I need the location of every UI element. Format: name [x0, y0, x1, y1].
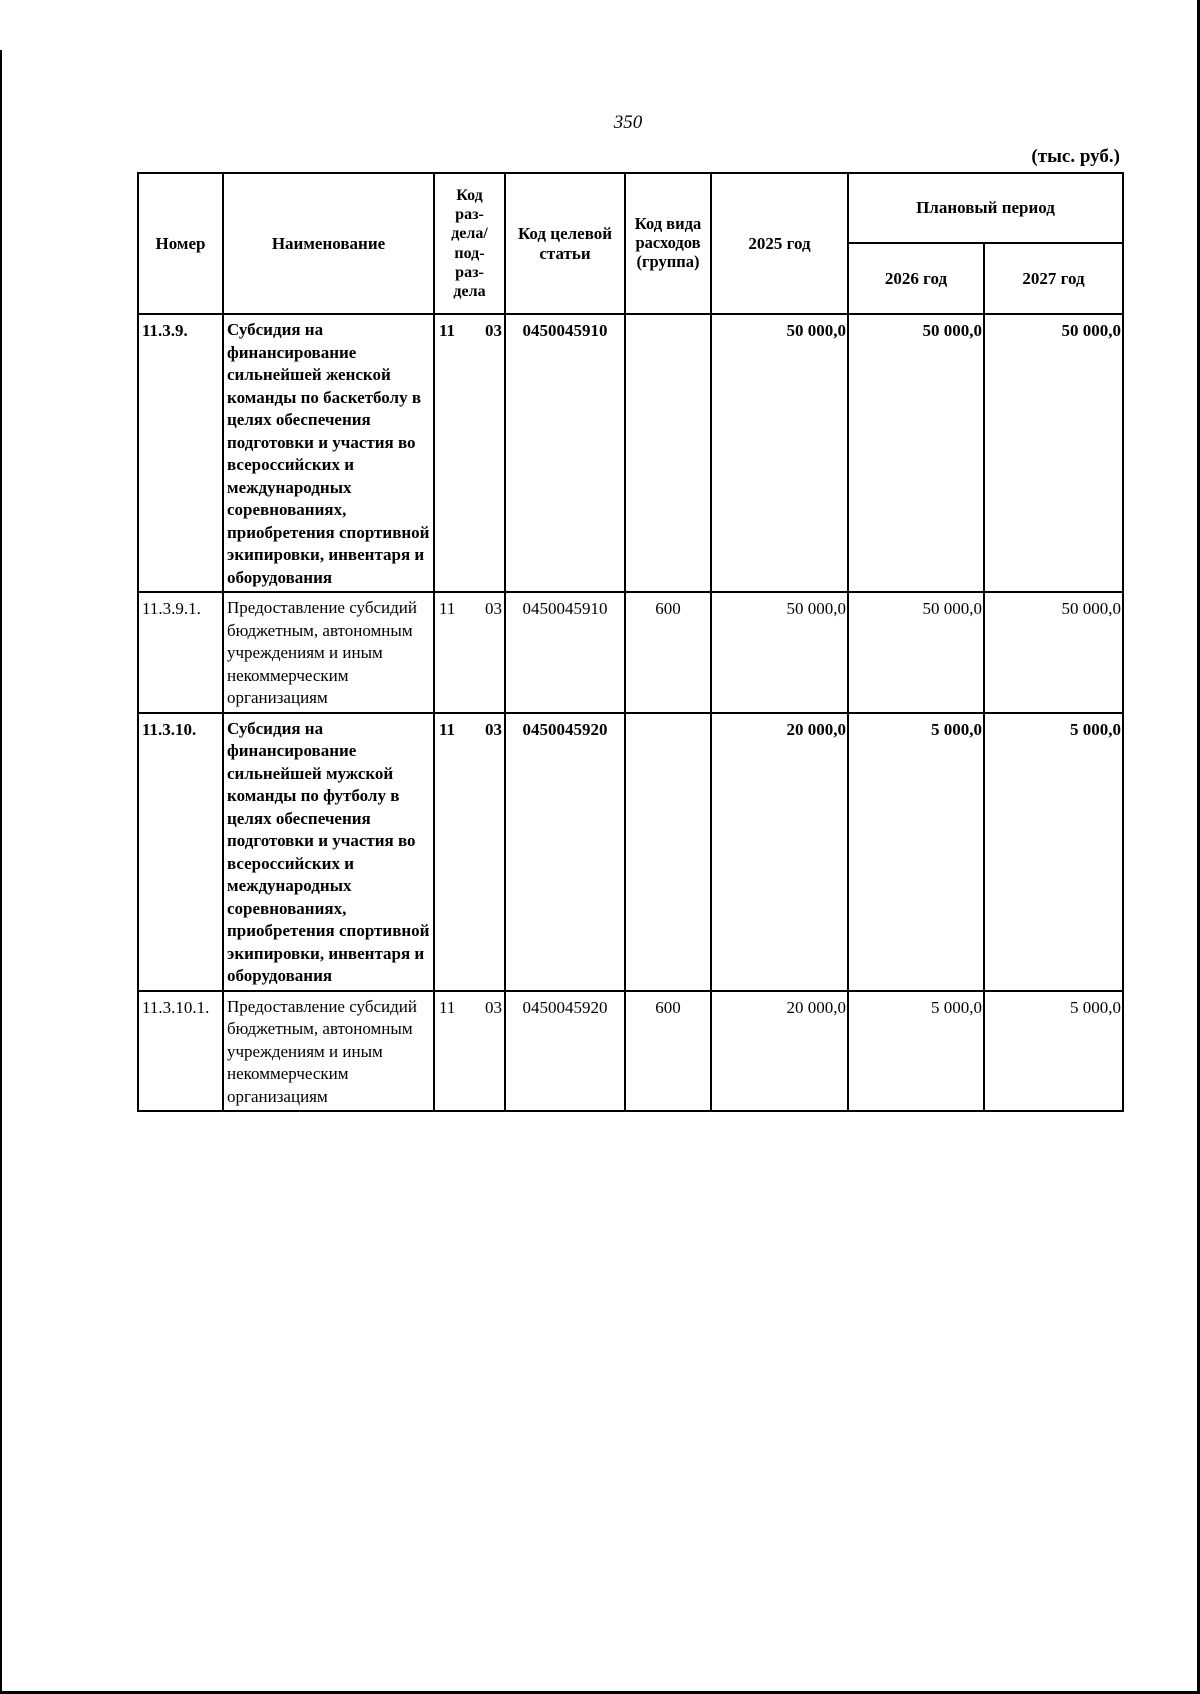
row-number: 11.3.9.1. — [138, 592, 223, 713]
header-number: Номер — [138, 173, 223, 314]
row-subsection: 03 — [485, 719, 502, 739]
row-2026: 50 000,0 — [848, 314, 984, 592]
page-number: 350 — [613, 112, 643, 133]
units-label: (тыс. руб.) — [1031, 146, 1120, 167]
row-expense-type — [625, 314, 711, 592]
header-target — [505, 173, 625, 314]
row-section-cell — [434, 713, 505, 991]
row-section: 11 — [439, 321, 456, 340]
header-section — [434, 173, 505, 314]
row-2027: 5 000,0 — [984, 713, 1123, 991]
row-number: 11.3.10. — [138, 713, 223, 991]
row-2026: 50 000,0 — [848, 592, 984, 713]
header-target-text: Код целевой статьи — [517, 223, 613, 263]
row-number: 11.3.10.1. — [138, 991, 223, 1112]
row-expense-type: 600 — [625, 592, 711, 713]
header-planning-period: Плановый период — [848, 173, 1123, 243]
row-subsection: 03 — [485, 321, 502, 340]
row-section: 11 — [439, 997, 456, 1017]
row-subsection: 03 — [485, 997, 502, 1017]
row-2027: 5 000,0 — [984, 991, 1123, 1112]
row-2025: 50 000,0 — [711, 314, 848, 592]
table-row — [138, 314, 1123, 592]
row-section-cell — [434, 991, 505, 1112]
row-2027: 50 000,0 — [984, 592, 1123, 713]
row-section-cell — [434, 314, 505, 592]
row-target: 0450045920 — [505, 713, 625, 991]
row-number: 11.3.9. — [138, 314, 223, 592]
row-2026: 5 000,0 — [848, 713, 984, 991]
row-expense-type — [625, 713, 711, 991]
header-expense-type-text: Код вида расходов (группа) — [634, 214, 702, 271]
table-row — [138, 991, 1123, 1112]
row-name: Предоставление субсидий бюджетным, автономным учреждениям и иным некоммерческим организациям — [223, 592, 434, 713]
row-subsection: 03 — [485, 599, 502, 618]
header-2026: 2026 год — [848, 243, 984, 314]
row-2025: 20 000,0 — [711, 991, 848, 1112]
row-name: Субсидия на финансирование сильнейшей мужской команды по футболу в целях обеспечения подготовки и участия во всероссийских и международных соревнованиях, приобретения спортивной экипировки, инвентаря и оборудования — [223, 713, 434, 991]
row-section: 11 — [439, 599, 456, 618]
header-name: Наименование — [223, 173, 434, 314]
row-target: 0450045920 — [505, 991, 625, 1112]
header-expense-type — [625, 173, 711, 314]
row-2026: 5 000,0 — [848, 991, 984, 1112]
row-name: Субсидия на финансирование сильнейшей женской команды по баскетболу в целях обеспечения подготовки и участия во всероссийских и международных соревнованиях, приобретения спортивной экипировки, инвентаря и оборудования — [223, 314, 434, 592]
row-name: Предоставление субсидий бюджетным, автономным учреждениям и иным некоммерческим организациям — [223, 991, 434, 1112]
table-row — [138, 592, 1123, 713]
row-expense-type: 600 — [625, 991, 711, 1112]
row-target: 0450045910 — [505, 592, 625, 713]
row-target: 0450045910 — [505, 314, 625, 592]
row-2025: 50 000,0 — [711, 592, 848, 713]
table-row — [138, 713, 1123, 991]
header-2025: 2025 год — [711, 173, 848, 314]
row-section-cell — [434, 592, 505, 713]
row-section: 11 — [439, 719, 456, 739]
row-2025: 20 000,0 — [711, 713, 848, 991]
budget-table — [137, 172, 1124, 1112]
scan-left-edge — [0, 50, 2, 1694]
header-section-text: Код раз-дела/ под-раз-дела — [451, 186, 488, 300]
row-2027: 50 000,0 — [984, 314, 1123, 592]
header-2027: 2027 год — [984, 243, 1123, 314]
